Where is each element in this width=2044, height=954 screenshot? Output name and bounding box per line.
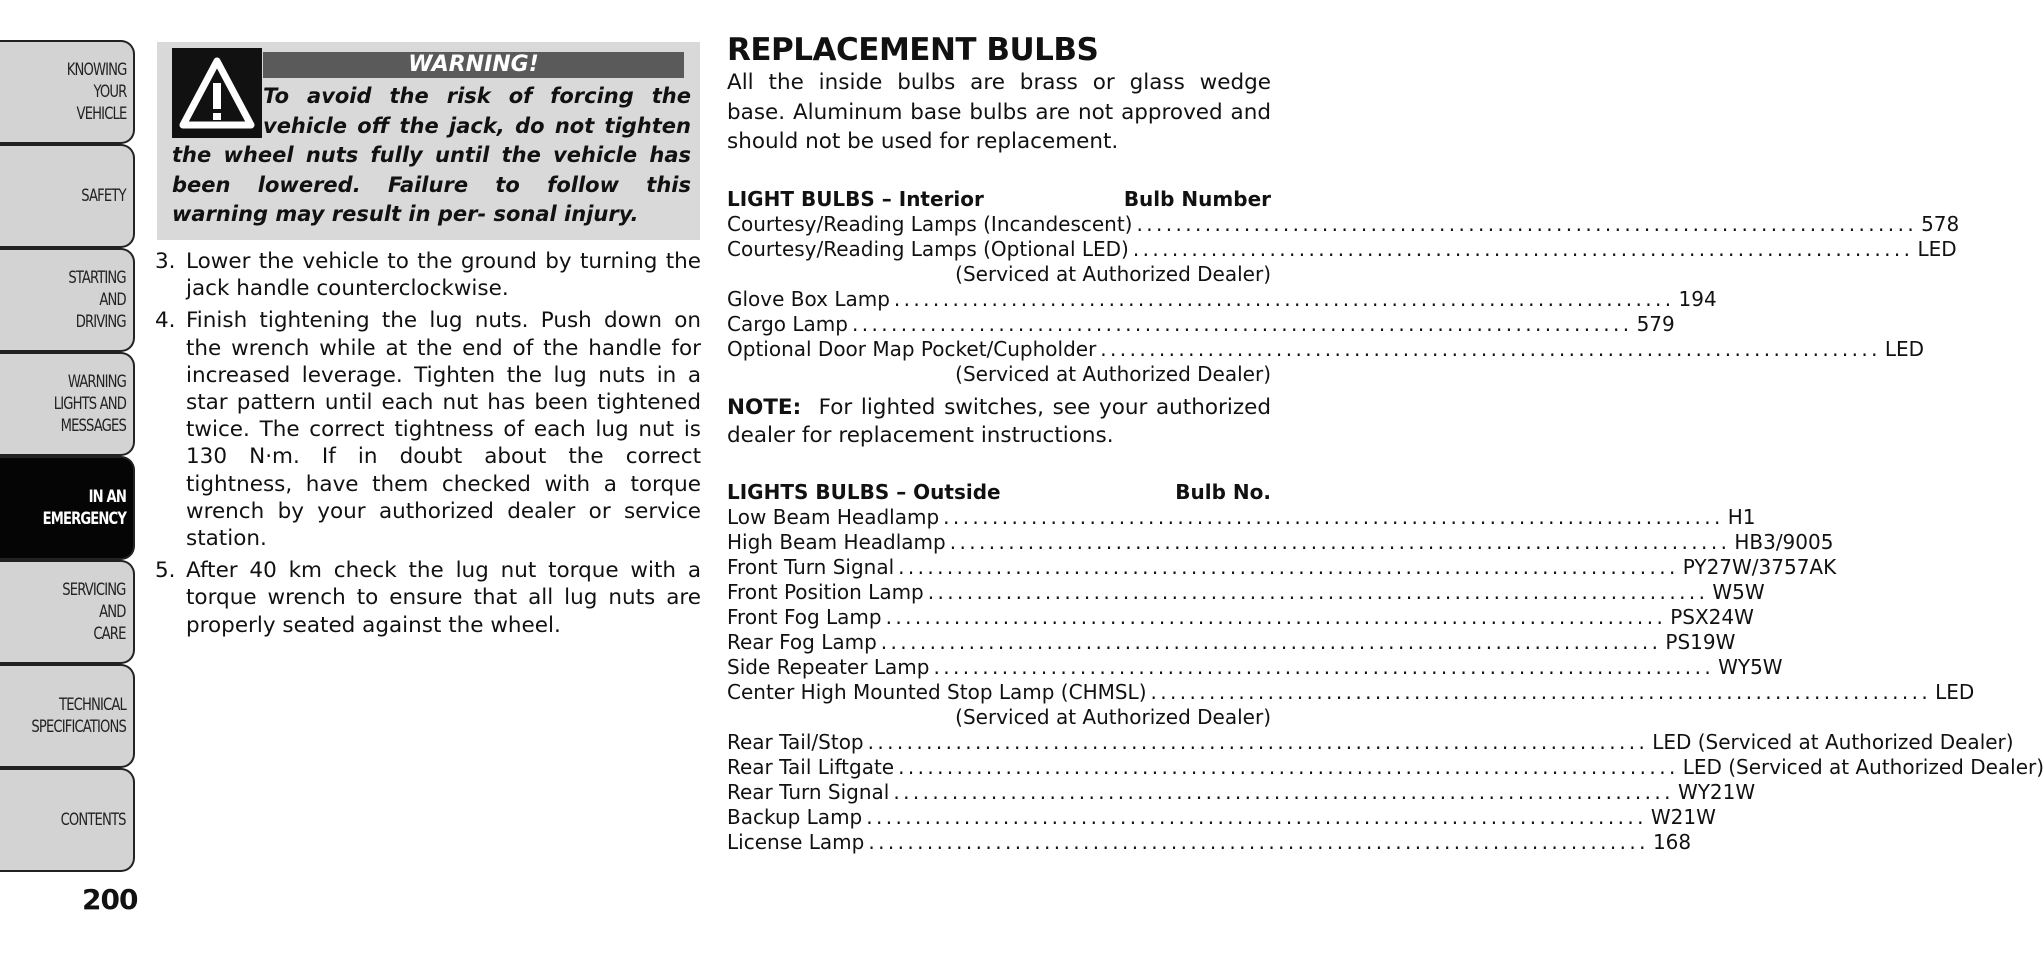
- table-row: [727, 286, 1717, 312]
- tab-label: WARNING LIGHTS AND MESSAGES: [53, 372, 126, 436]
- bulb-location: Rear Tail/Stop: [727, 729, 864, 754]
- bulb-number: LED (Serviced at Authorized Dealer): [1652, 729, 2014, 754]
- bulb-location: Rear Tail Liftgate: [727, 754, 895, 779]
- dot-leader: ................................................................................: [893, 779, 1674, 804]
- tab-label: CONTENTS: [60, 810, 126, 830]
- warning-text: [172, 82, 691, 230]
- table-row: [727, 529, 1834, 555]
- bulb-location: Courtesy/Reading Lamps (Optional LED): [727, 236, 1129, 261]
- bulb-number: 168: [1652, 829, 1692, 854]
- dot-leader: ................................................................................: [949, 529, 1731, 554]
- table-row: [727, 654, 1783, 680]
- table-row: [727, 504, 1756, 530]
- list-item: [155, 557, 701, 639]
- table-row: [727, 679, 1975, 705]
- dot-leader: ................................................................................: [866, 804, 1647, 829]
- table-row: [727, 236, 1957, 262]
- table-header: [727, 187, 1271, 212]
- bulb-number: HB3/9005: [1734, 529, 1834, 554]
- intro-paragraph: All the inside bulbs are brass or glass wedge base. Aluminum base bulbs are not approved and should not be used for replacement.: [727, 70, 1271, 154]
- table-row: [727, 804, 1716, 830]
- interior-bulbs-table: [727, 186, 1960, 387]
- bulb-location: Backup Lamp: [727, 804, 863, 829]
- table-header: [727, 480, 1271, 505]
- dot-leader: ................................................................................: [1136, 211, 1918, 236]
- table-row: [727, 754, 2044, 780]
- warning-header: WARNING!: [263, 52, 684, 78]
- table-row: [727, 579, 1765, 605]
- step-text: Finish tightening the lug nuts. Push down on the wrench while at the end of the handle for increased leverage. Tighten the lug nuts in a star pattern until each nut has been tightened twice. The correct tightness of each lug nut is 130 N·m. If in doubt about the correct tightness, have them checked with a torque wrench by your authorized dealer or service station.: [186, 308, 701, 552]
- tab-label: KNOWING YOUR VEHICLE: [66, 60, 126, 124]
- bulb-number: PY27W/3757AK: [1682, 554, 1837, 579]
- warning-box: [157, 42, 700, 240]
- table-row: [727, 829, 1692, 855]
- bulb-number: LED: [1917, 236, 1957, 261]
- steps-list: [155, 248, 701, 644]
- bulb-location: Side Repeater Lamp: [727, 654, 930, 679]
- table-row: [727, 311, 1675, 337]
- tab-technical-specifications[interactable]: [0, 664, 135, 768]
- bulb-number: W21W: [1650, 804, 1716, 829]
- bulb-location: License Lamp: [727, 829, 865, 854]
- dot-leader: ................................................................................: [898, 754, 1679, 779]
- tab-knowing-your-vehicle[interactable]: [0, 40, 135, 144]
- dot-leader: ................................................................................: [1150, 679, 1932, 704]
- chapter-tabs: [0, 40, 137, 872]
- dot-leader: ................................................................................: [885, 604, 1667, 629]
- dot-leader: ................................................................................: [927, 579, 1709, 604]
- table-row: [727, 336, 1925, 362]
- bulb-location: Center High Mounted Stop Lamp (CHMSL): [727, 679, 1147, 704]
- dot-leader: ................................................................................: [1132, 236, 1914, 261]
- tab-label: STARTING AND DRIVING: [68, 268, 126, 332]
- list-item: [155, 248, 701, 302]
- bulb-number: LED: [1935, 679, 1975, 704]
- table-row: [727, 779, 1756, 805]
- tab-safety[interactable]: [0, 144, 135, 248]
- bulb-location: Front Fog Lamp: [727, 604, 882, 629]
- tab-starting-and-driving[interactable]: [0, 248, 135, 352]
- note-text: For lighted switches, see your authorized dealer for replacement instructions.: [727, 394, 1271, 448]
- table-row: [727, 604, 1754, 630]
- bulb-note: (Serviced at Authorized Dealer): [955, 704, 1271, 729]
- tab-contents[interactable]: [0, 768, 135, 872]
- exterior-bulbs-table: [727, 479, 2044, 855]
- replacement-bulbs-section: [727, 32, 2044, 855]
- dot-leader: ................................................................................: [943, 504, 1724, 529]
- section-title: REPLACEMENT BULBS: [727, 32, 1099, 68]
- note-paragraph: [727, 394, 1271, 450]
- dot-leader: ................................................................................: [933, 654, 1715, 679]
- step-text: After 40 km check the lug nut torque with a torque wrench to ensure that all lug nuts are properly seated against the wheel.: [186, 558, 701, 638]
- bulb-number: WY5W: [1718, 654, 1783, 679]
- bulb-location: Optional Door Map Pocket/Cupholder: [727, 336, 1097, 361]
- bulb-number: W5W: [1712, 579, 1765, 604]
- table-header-left: LIGHT BULBS – Interior: [727, 186, 984, 211]
- bulb-number: 579: [1636, 311, 1675, 336]
- tab-label: IN AN EMERGENCY: [42, 487, 126, 529]
- bulb-number: 194: [1678, 286, 1717, 311]
- table-header-right: Bulb No.: [1175, 479, 1271, 504]
- table-header-right: Bulb Number: [1123, 186, 1271, 211]
- dot-leader: ................................................................................: [1100, 336, 1881, 361]
- bulb-location: Courtesy/Reading Lamps (Incandescent): [727, 211, 1133, 236]
- list-item: [155, 307, 701, 552]
- bulb-number: PSX24W: [1670, 604, 1754, 629]
- dot-leader: ................................................................................: [880, 629, 1662, 654]
- step-number: 4.: [155, 308, 176, 334]
- tab-warning-lights-and-messages[interactable]: [0, 352, 135, 456]
- tab-label: SAFETY: [81, 186, 126, 206]
- bulb-location: Glove Box Lamp: [727, 286, 890, 311]
- bulb-location: Low Beam Headlamp: [727, 504, 940, 529]
- tab-servicing-and-care[interactable]: [0, 560, 135, 664]
- step-number: 5.: [155, 558, 176, 584]
- dot-leader: ................................................................................: [851, 311, 1633, 336]
- table-row: [727, 211, 1960, 237]
- dot-leader: ................................................................................: [868, 829, 1649, 854]
- note-label: NOTE:: [727, 394, 802, 420]
- bulb-number: LED: [1884, 336, 1925, 361]
- bulb-location: Rear Turn Signal: [727, 779, 890, 804]
- bulb-number: PS19W: [1665, 629, 1736, 654]
- tab-in-an-emergency[interactable]: [0, 456, 135, 560]
- tab-label: SERVICING AND CARE: [62, 580, 126, 644]
- bulb-location: Front Turn Signal: [727, 554, 895, 579]
- bulb-location: Cargo Lamp: [727, 311, 848, 336]
- step-text: Lower the vehicle to the ground by turning the jack handle counterclockwise.: [186, 249, 701, 302]
- bulb-note: (Serviced at Authorized Dealer): [955, 261, 1271, 286]
- bulb-location: High Beam Headlamp: [727, 529, 946, 554]
- page-number: 200: [82, 883, 138, 916]
- bulb-number: 578: [1921, 211, 1960, 236]
- table-row: [727, 729, 2014, 755]
- bulb-location: Rear Fog Lamp: [727, 629, 877, 654]
- bulb-number: H1: [1727, 504, 1756, 529]
- warning-text-content: To avoid the risk of forcing the vehicle off the jack, do not tighten the wheel nuts fully until the vehicle has been lowered. Failure to follow this warning may result in per- sonal injury.: [172, 84, 691, 226]
- dot-leader: ................................................................................: [893, 286, 1675, 311]
- dot-leader: ................................................................................: [898, 554, 1679, 579]
- table-row: [727, 629, 1736, 655]
- bulb-note: (Serviced at Authorized Dealer): [955, 361, 1271, 386]
- bulb-number: LED (Serviced at Authorized Dealer): [1682, 754, 2044, 779]
- table-row: [727, 554, 1837, 580]
- table-header-left: LIGHTS BULBS – Outside: [727, 479, 1001, 504]
- dot-leader: ................................................................................: [867, 729, 1649, 754]
- bulb-location: Front Position Lamp: [727, 579, 924, 604]
- bulb-number: WY21W: [1677, 779, 1756, 804]
- step-number: 3.: [155, 249, 176, 274]
- tab-label: TECHNICAL SPECIFICATIONS: [31, 695, 126, 737]
